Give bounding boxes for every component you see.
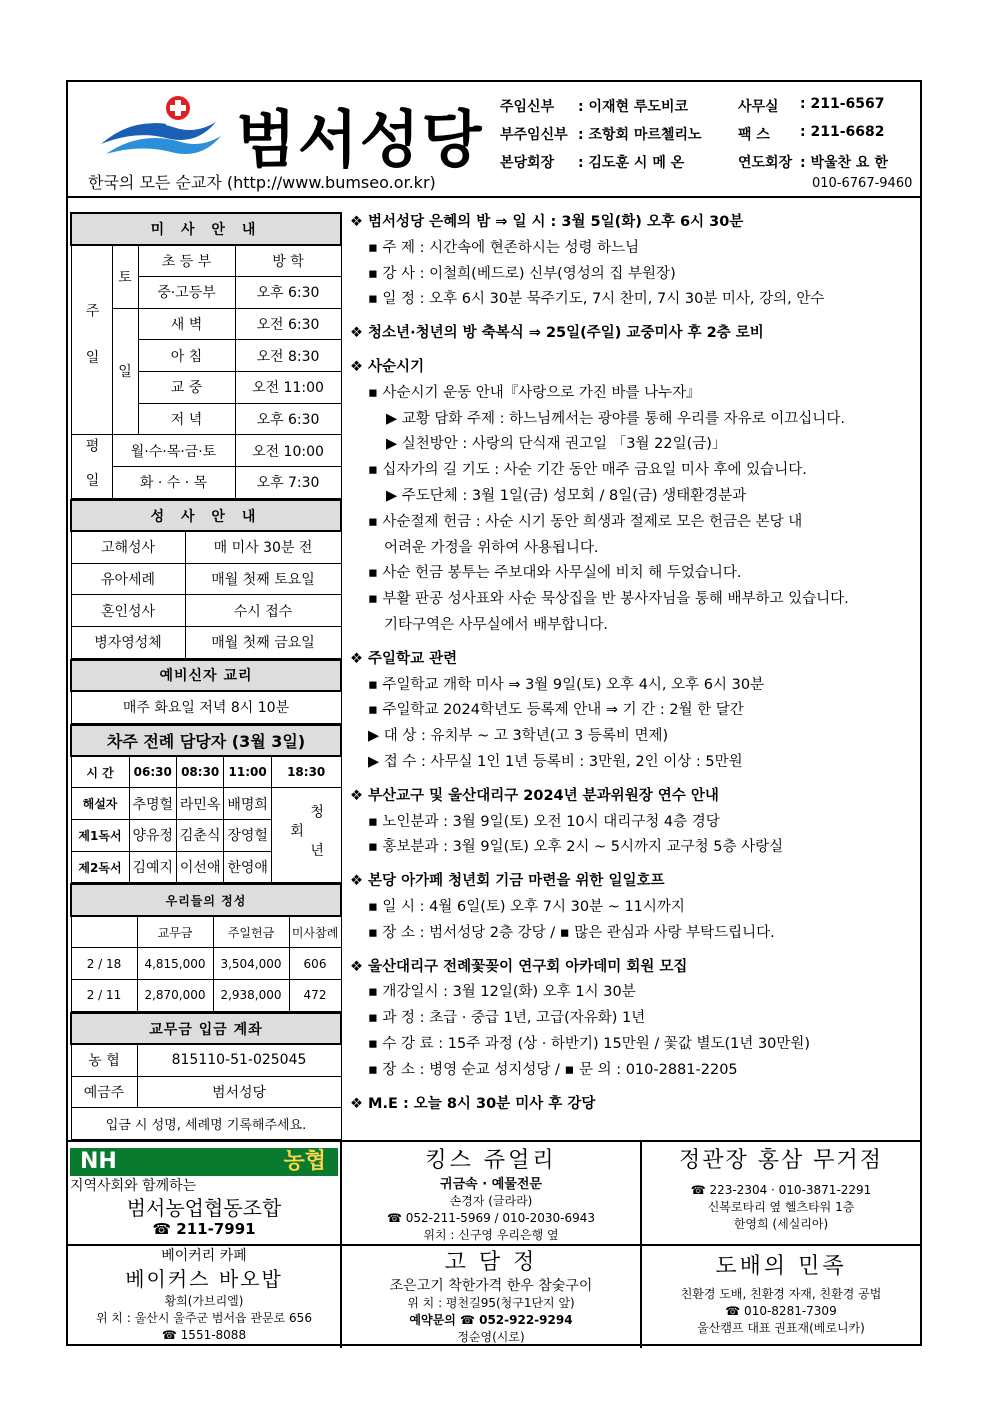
mass-name: 새 벽 <box>138 308 235 340</box>
mass-table <box>70 212 342 499</box>
bakery-name: 베이커스 바오밥 <box>125 1267 283 1291</box>
sunday-day-label: 일 <box>112 308 138 435</box>
announcement-line: ▪ 부활 판공 성사표와 사순 묵상집을 반 봉사자님을 통해 배부하고 있습니다. <box>368 591 849 608</box>
liturgy-person: 김춘식 <box>176 820 223 852</box>
announcement-line: ▪ 일 시 : 4월 6일(토) 오후 7시 30분 ~ 11시까지 <box>368 898 685 915</box>
mass-time: 오전 11:00 <box>235 371 341 403</box>
offering-cell: 4,815,000 <box>137 948 213 980</box>
offering-cell: 2 / 11 <box>71 980 137 1012</box>
sacrament-name: 혼인성사 <box>71 595 185 627</box>
kings-owner: 손경자 (글라라) <box>449 1194 533 1208</box>
announcement-line: 기타구역은 사무실에서 배부합니다. <box>384 616 608 633</box>
liturgy-person: 추명헐 <box>129 788 176 820</box>
liturgy-person: 장영헐 <box>224 820 271 852</box>
offering-cell: 472 <box>289 980 341 1012</box>
catechumen-table <box>70 659 342 724</box>
liturgy-youth: 청 년 회 <box>271 788 341 883</box>
announcement-line: ▪ 사순시기 운동 안내『사랑으로 가진 바를 나누자』 <box>368 384 701 401</box>
bank-number: 815110-51-025045 <box>137 1044 341 1076</box>
mass-title: 미 사 안 내 <box>71 213 341 245</box>
dobae-desc: 친환경 도배, 친환경 자재, 친환경 공법 <box>680 1287 882 1301</box>
sacrament-title: 성 사 안 내 <box>71 500 341 532</box>
holder-label: 예금주 <box>71 1076 137 1108</box>
announcement-line: ▪ 홍보분과 : 3월 9일(토) 오후 2시 ~ 5시까지 교구청 5층 사랑실 <box>368 839 784 856</box>
liturgy-person: 한영애 <box>224 851 271 883</box>
announcement-line: ▶ 실천방안 : 사랑의 단식재 권고일 「3월 22일(금)」 <box>386 436 727 453</box>
liturgy-role: 제1독서 <box>71 820 129 852</box>
mass-name: 월·수·목·금·토 <box>112 435 235 467</box>
liturgy-header: 08:30 <box>176 756 223 788</box>
assistant-label: 부주임신부 <box>500 127 568 143</box>
nh-name: 범서농업협동조합 <box>126 1196 282 1220</box>
godam-phone: 예약문의 ☎ 052-922-9294 <box>409 1313 573 1327</box>
announcement-title: ❖ M.E : 오늘 8시 30분 미사 후 강당 <box>350 1095 596 1112</box>
ginseng-phone: ☎ 223-2304 · 010-3871-2291 <box>690 1183 872 1197</box>
advertisements <box>68 1140 920 1346</box>
announcement-line: ▪ 주 제 : 시간속에 현존하시는 성령 하느님 <box>368 239 640 256</box>
offering-header: 주일헌금 <box>213 916 289 948</box>
offering-header <box>71 916 137 948</box>
offering-cell: 2 / 18 <box>71 948 137 980</box>
announcement-title: ❖ 청소년·청년의 방 축복식 ⇒ 25일(주일) 교중미사 후 2층 로비 <box>350 325 764 342</box>
ginseng-location: 신복로타리 옆 헬츠타워 1층 <box>707 1200 855 1214</box>
ad-bakery <box>70 1248 338 1344</box>
sacrament-name: 고해성사 <box>71 531 185 563</box>
pastor-value: : 이재현 루도비코 <box>578 99 689 115</box>
liturgy-title: 차주 전례 담당자 (3월 3일) <box>71 725 341 757</box>
announcement-line: ▪ 일 정 : 오후 6시 30분 묵주기도, 7시 찬미, 7시 30분 미사, 강의, 안수 <box>368 291 825 308</box>
nh-logo: NH 농협 <box>70 1148 338 1176</box>
liturgy-header: 18:30 <box>271 756 341 788</box>
mass-name: 교 중 <box>138 371 235 403</box>
offering-cell: 2,870,000 <box>137 980 213 1012</box>
yeondo-label: 연도회장 <box>738 155 793 171</box>
bulletin-frame <box>66 80 922 1346</box>
sacrament-table <box>70 499 342 659</box>
liturgy-person: 라민옥 <box>176 788 223 820</box>
offering-header: 교무금 <box>137 916 213 948</box>
offering-cell: 2,938,000 <box>213 980 289 1012</box>
liturgy-person: 김예지 <box>129 851 176 883</box>
parish-motto: 한국의 모든 순교자 (http://www.bumseo.or.kr) <box>88 173 436 192</box>
announcement-line: ▪ 사순 헌금 봉투는 주보대와 사무실에 비치 해 두었습니다. <box>368 565 742 582</box>
office-label: 사무실 <box>738 99 779 115</box>
kings-location: 위치 : 신구영 우리은행 옆 <box>423 1228 559 1242</box>
mass-time: 오후 6:30 <box>235 276 341 308</box>
left-column <box>70 212 342 1140</box>
page-title: 범서성당 <box>236 103 484 176</box>
liturgy-header: 11:00 <box>224 756 271 788</box>
catechumen-value: 매주 화요일 저녁 8시 10분 <box>71 691 341 723</box>
header <box>68 82 920 198</box>
announcement-title: ❖ 범서성당 은혜의 밤 ⇒ 일 시 : 3월 5일(화) 오후 6시 30분 <box>350 214 744 230</box>
announcement-line: ▪ 노인분과 : 3월 9일(토) 오전 10시 대리구청 4층 경당 <box>368 813 720 830</box>
mass-name: 저 녁 <box>138 403 235 435</box>
liturgy-role: 제2독서 <box>71 851 129 883</box>
announcement-line: 어려운 가정을 위하여 사용됩니다. <box>384 539 599 556</box>
announcement-title: ❖ 주일학교 관련 <box>350 650 458 667</box>
fax-label: 팩 스 <box>738 127 770 143</box>
catechumen-title: 예비신자 교리 <box>71 660 341 692</box>
godam-location: 위 치 : 평천길95(청구1단지 앞) <box>407 1296 575 1310</box>
announcement-title: ❖ 사순시기 <box>350 358 425 375</box>
liturgy-table <box>70 724 342 884</box>
liturgy-role: 해설자 <box>71 788 129 820</box>
offering-title: 우리들의 정성 <box>71 884 341 916</box>
yeondo-phone: 010-6767-9460 <box>812 176 913 191</box>
godam-name: 고 담 정 <box>444 1250 538 1275</box>
offering-cell: 606 <box>289 948 341 980</box>
dobae-name: 도배의 민족 <box>715 1254 847 1279</box>
announcement-line: ▪ 수 강 료 : 15주 과정 (상 · 하반기) 15만원 / 꽃값 별도(1년 30만원) <box>368 1035 811 1052</box>
offering-header: 미사참례 <box>289 916 341 948</box>
dobae-owner: 울산캠프 대표 권표재(베로니카) <box>697 1321 865 1335</box>
announcement-line: ▶ 주도단체 : 3월 1일(금) 성모회 / 8일(금) 생태환경분과 <box>386 487 747 504</box>
mass-time: 오전 6:30 <box>235 308 341 340</box>
mass-name: 아 침 <box>138 340 235 372</box>
sacrament-value: 매월 첫째 토요일 <box>185 563 341 595</box>
offering-table <box>70 883 342 1011</box>
account-title: 교무금 입금 계좌 <box>71 1013 341 1045</box>
announcement-line: ▪ 십자가의 길 기도 : 사순 기간 동안 매주 금요일 미사 후에 있습니다. <box>368 462 807 479</box>
bakery-sub: 베이커리 카페 <box>161 1248 247 1264</box>
offering-cell: 3,504,000 <box>213 948 289 980</box>
announcement-title: ❖ 본당 아가페 청년회 기금 마련을 위한 일일호프 <box>350 873 665 890</box>
president-label: 본당회장 <box>500 155 555 171</box>
nh-tagline: 지역사회와 함께하는 <box>70 1178 197 1194</box>
kings-name: 킹스 쥬얼리 <box>425 1148 557 1173</box>
sacrament-name: 유아세례 <box>71 563 185 595</box>
ginseng-owner: 한영희 (세실리아) <box>733 1217 829 1231</box>
assistant-value: : 조항회 마르첼리노 <box>578 127 702 143</box>
weekday-label: 평 일 <box>71 435 112 498</box>
ad-ginseng <box>644 1146 918 1233</box>
announcement-title: ❖ 부산교구 및 울산대리구 2024년 분과위원장 연수 안내 <box>350 787 719 804</box>
liturgy-header: 시 간 <box>71 756 129 788</box>
office-value: : 211-6567 <box>800 96 885 112</box>
announcement-line: ▪ 개강일시 : 3월 12일(화) 오후 1시 30분 <box>368 984 636 1001</box>
announcement-title: ❖ 울산대리구 전례꽃꽂이 연구회 아카데미 회원 모집 <box>350 958 688 975</box>
account-table <box>70 1012 342 1140</box>
bakery-phone: ☎ 1551-8088 <box>161 1328 247 1342</box>
president-value: : 김도훈 시 메 온 <box>578 155 685 171</box>
ginseng-name: 정관장 홍삼 무거점 <box>678 1148 883 1173</box>
announcement-line: ▪ 주일학교 개학 미사 ⇒ 3월 9일(토) 오후 4시, 오후 6시 30분 <box>368 676 765 693</box>
announcement-line: ▶ 대 상 : 유치부 ~ 고 3학년(고 3 등록비 면제) <box>368 728 669 745</box>
holder-value: 범서성당 <box>137 1076 341 1108</box>
kings-phone: ☎ 052-211-5969 / 010-2030-6943 <box>386 1211 596 1225</box>
parish-logo-icon <box>96 94 226 164</box>
sunday-label: 주 일 <box>71 245 112 435</box>
mass-time: 방 학 <box>235 245 341 277</box>
godam-owner: 정순영(시로) <box>457 1330 525 1344</box>
saturday-label: 토 <box>112 245 138 308</box>
announcement-line: ▪ 강 사 : 이철희(베드로) 신부(영성의 집 부원장) <box>368 265 676 282</box>
ad-dobae <box>644 1252 918 1337</box>
sacrament-name: 병자영성체 <box>71 626 185 658</box>
announcement-line: ▪ 장 소 : 병영 순교 성지성당 / ▪ 문 의 : 010-2881-2205 <box>368 1061 738 1078</box>
announcement-line: ▪ 주일학교 2024학년도 등록제 안내 ⇒ 기 간 : 2월 한 달간 <box>368 702 744 719</box>
sacrament-value: 매 미사 30분 전 <box>185 531 341 563</box>
mass-time: 오전 8:30 <box>235 340 341 372</box>
mass-name: 화 · 수 · 목 <box>112 467 235 499</box>
liturgy-person: 이선애 <box>176 851 223 883</box>
ad-godam <box>344 1248 638 1346</box>
kings-sub: 귀금속 · 예물전문 <box>440 1177 542 1192</box>
sacrament-value: 매월 첫째 금요일 <box>185 626 341 658</box>
announcement-line: ▪ 과 정 : 초급 · 중급 1년, 고급(자유화) 1년 <box>368 1010 646 1027</box>
ad-nh <box>70 1148 338 1238</box>
bank-label: 농 협 <box>71 1044 137 1076</box>
liturgy-person: 양유정 <box>129 820 176 852</box>
announcement-line: ▶ 접 수 : 사무실 1인 1년 등록비 : 3만원, 2인 이상 : 5만원 <box>368 753 743 770</box>
liturgy-person: 배명희 <box>224 788 271 820</box>
fax-value: : 211-6682 <box>800 124 885 140</box>
mass-name: 초 등 부 <box>138 245 235 277</box>
bakery-location: 위 치 : 울산시 울주군 범서읍 관문로 656 <box>96 1311 312 1325</box>
mass-time: 오전 10:00 <box>235 435 341 467</box>
announcement-line: ▶ 교황 담화 주제 : 하느님께서는 광야를 통해 우리를 자유로 이끄십니다. <box>386 410 845 427</box>
bakery-owner: 황희(가브리엘) <box>164 1294 244 1308</box>
mass-name: 중·고등부 <box>138 276 235 308</box>
dobae-phone: ☎ 010-8281-7309 <box>725 1304 837 1318</box>
sacrament-value: 수시 접수 <box>185 595 341 627</box>
announcement-line: ▪ 사순절제 헌금 : 사순 시기 동안 희생과 절제로 모은 헌금은 본당 내 <box>368 513 803 530</box>
ad-kings <box>344 1146 638 1244</box>
yeondo-value: : 박울찬 요 한 <box>800 155 888 171</box>
liturgy-header: 06:30 <box>129 756 176 788</box>
nh-phone: ☎ 211-7991 <box>152 1220 256 1238</box>
pastor-label: 주임신부 <box>500 99 555 115</box>
mass-time: 오후 7:30 <box>235 467 341 499</box>
godam-sub: 조은고기 착한가격 한우 참숯구이 <box>389 1278 593 1294</box>
announcements <box>350 210 920 1117</box>
mass-time: 오후 6:30 <box>235 403 341 435</box>
account-note: 입금 시 성명, 세례명 기록해주세요. <box>71 1108 341 1140</box>
announcement-line: ▪ 장 소 : 범서성당 2층 강당 / ▪ 많은 관심과 사랑 부탁드립니다. <box>368 924 775 941</box>
